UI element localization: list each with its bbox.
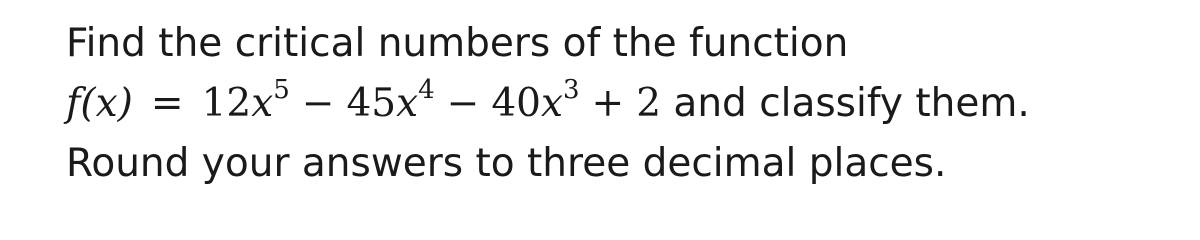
term2-variable: x [396, 81, 419, 126]
term1-coefficient: 12 [201, 81, 252, 126]
problem-line-2 [66, 74, 1186, 134]
term1-exponent: 5 [273, 75, 290, 105]
term2-coefficient: 45 [346, 81, 397, 126]
problem-statement [66, 14, 1186, 194]
term1-variable: x [251, 81, 274, 126]
problem-line-3: Round your answers to three decimal places. [66, 141, 947, 186]
constant-term: 2 [636, 81, 662, 126]
term2-exponent: 4 [418, 75, 435, 105]
term3-exponent: 3 [562, 75, 580, 105]
operator-2: − [446, 81, 480, 126]
function-formula [66, 75, 673, 126]
problem-line-2-suffix: and classify them. [673, 81, 1030, 126]
problem-line-1: Find the critical numbers of the function [66, 21, 849, 66]
function-name: f(x) [66, 81, 133, 126]
equals-sign: = [150, 81, 184, 126]
term3-coefficient: 40 [491, 81, 541, 126]
operator-1: − [301, 81, 335, 126]
operator-3: + [591, 81, 625, 126]
term3-variable: x [540, 81, 563, 126]
